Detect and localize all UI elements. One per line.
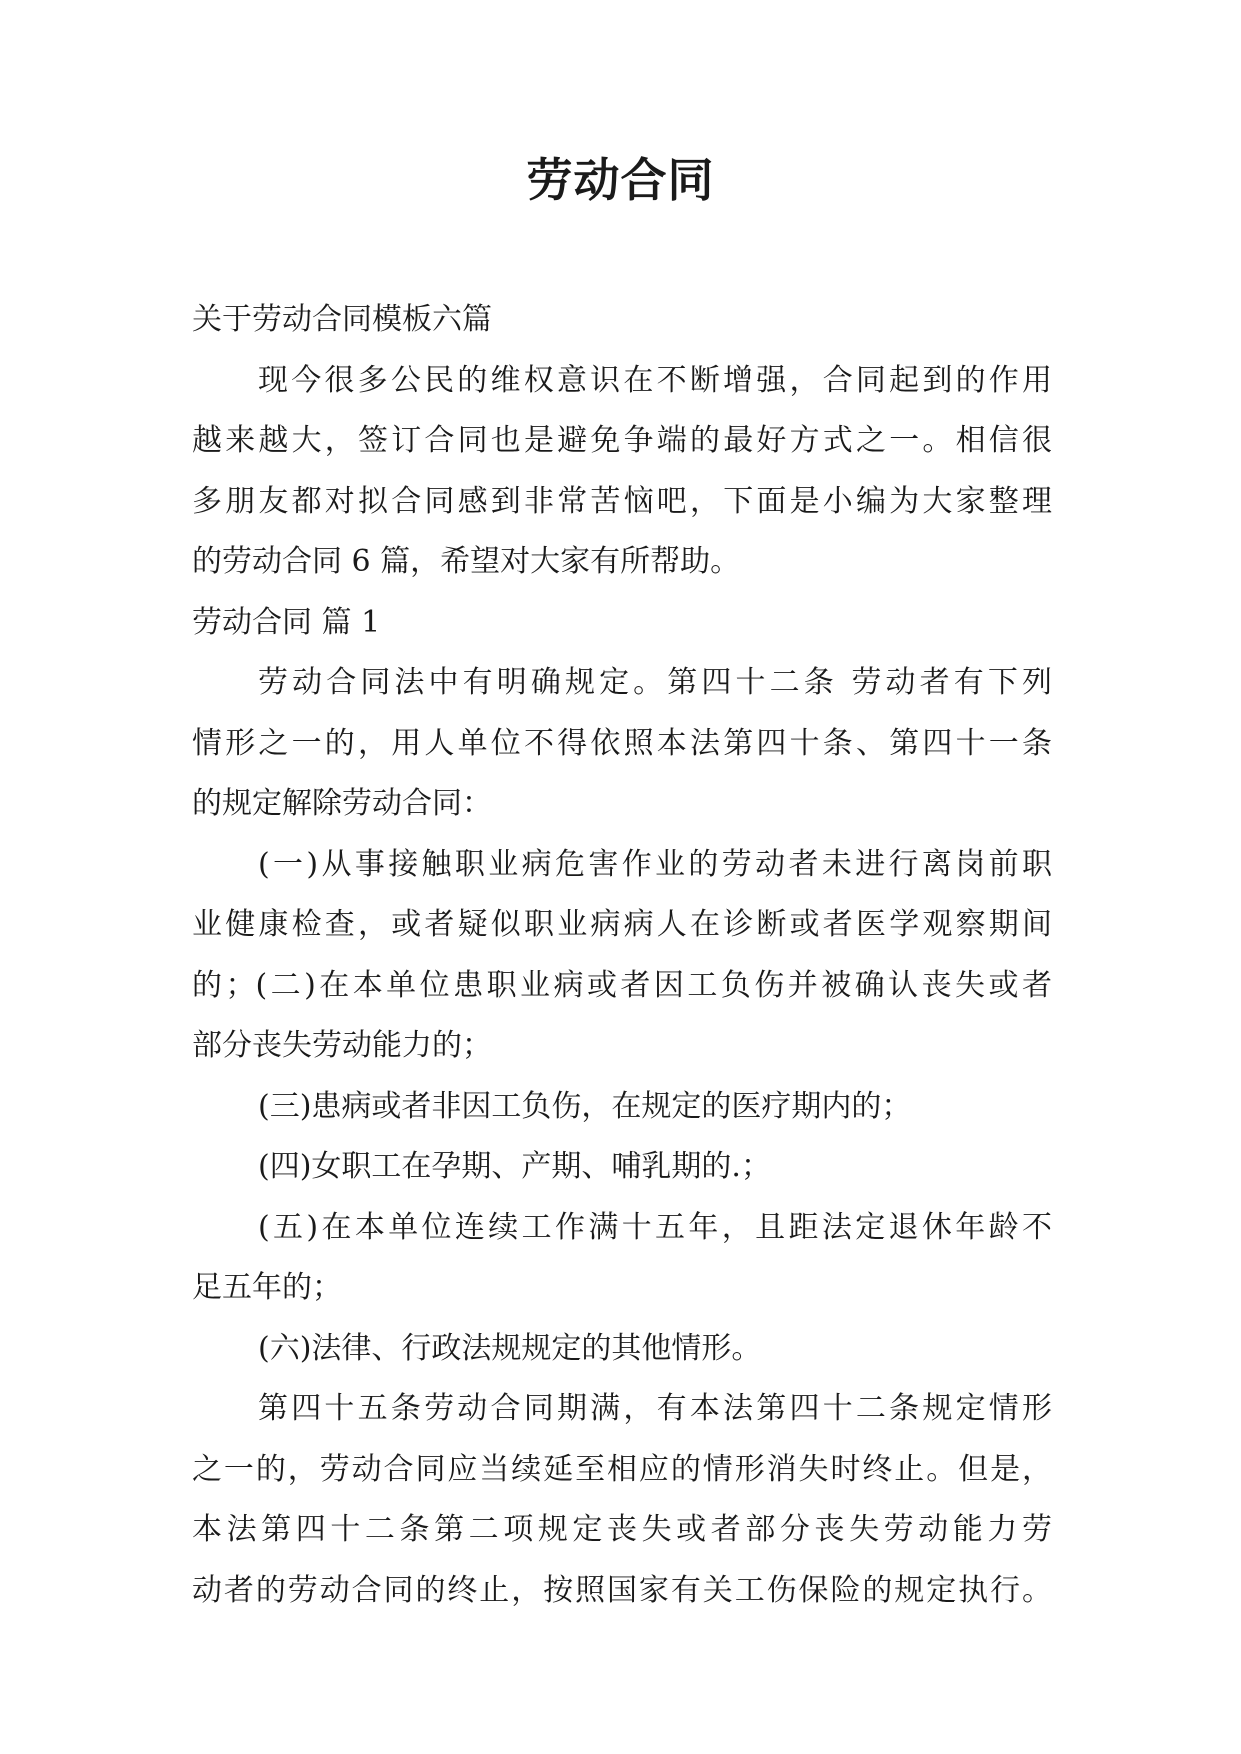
- body-line: 的；(二)在本单位患职业病或者因工负伤并被确认丧失或者: [192, 967, 1052, 1003]
- body-line: 多朋友都对拟合同感到非常苦恼吧，下面是小编为大家整理: [192, 483, 1052, 519]
- document-title: 劳动合同: [526, 153, 715, 207]
- body-line: 动者的劳动合同的终止，按照国家有关工伤保险的规定执行。: [192, 1572, 1052, 1608]
- body-line: 第四十五条劳动合同期满，有本法第四十二条规定情形: [258, 1391, 1052, 1426]
- body-line: 的规定解除劳动合同：: [192, 786, 492, 821]
- body-line: 关于劳动合同模板六篇: [192, 302, 492, 337]
- body-line: 劳动合同法中有明确规定。第四十二条 劳动者有下列: [258, 665, 1052, 700]
- body-line: 足五年的；: [192, 1270, 342, 1305]
- body-line: 部分丧失劳动能力的；: [192, 1028, 492, 1063]
- body-line: 本法第四十二条第二项规定丧失或者部分丧失劳动能力劳: [192, 1512, 1052, 1547]
- body-line: 越来越大，签订合同也是避免争端的最好方式之一。相信很: [192, 423, 1052, 458]
- body-line: 的劳动合同 6 篇，希望对大家有所帮助。: [192, 544, 741, 579]
- body-line: 劳动合同 篇 1: [192, 604, 381, 640]
- document-body: [192, 290, 1052, 1621]
- body-line: (五)在本单位连续工作满十五年，且距法定退休年龄不: [258, 1209, 1052, 1245]
- body-line: 情形之一的，用人单位不得依照本法第四十条、第四十一条: [192, 725, 1052, 761]
- body-line: (一)从事接触职业病危害作业的劳动者未进行离岗前职: [258, 846, 1052, 882]
- body-line: (三)患病或者非因工负伤，在规定的医疗期内的；: [258, 1088, 912, 1124]
- body-line: 业健康检查，或者疑似职业病病人在诊断或者医学观察期间: [192, 907, 1052, 942]
- body-line: (四)女职工在孕期、产期、哺乳期的.；: [258, 1149, 771, 1184]
- body-line: (六)法律、行政法规规定的其他情形。: [258, 1330, 762, 1366]
- body-line: 之一的，劳动合同应当续延至相应的情形消失时终止。但是，: [192, 1451, 1052, 1487]
- body-line: 现今很多公民的维权意识在不断增强，合同起到的作用: [258, 362, 1052, 398]
